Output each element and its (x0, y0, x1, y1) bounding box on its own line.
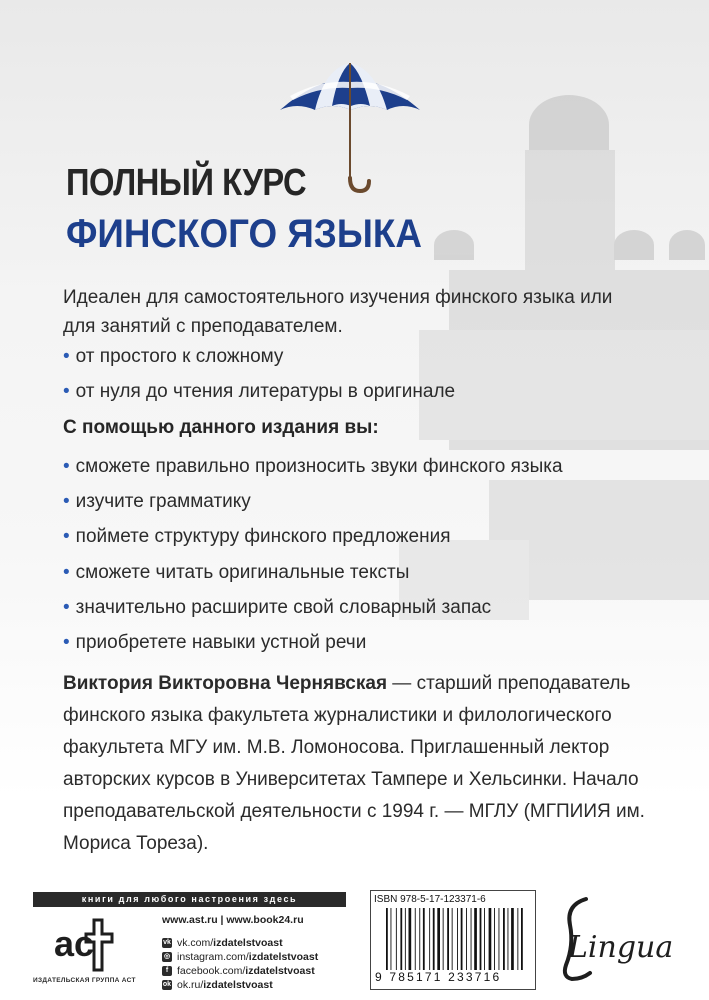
barcode-bar (503, 908, 505, 970)
barcode-bar (437, 908, 440, 970)
title-line-2: ФИНСКОГО ЯЗЫКА (66, 212, 422, 256)
author-bio (63, 668, 663, 860)
barcode-bar (405, 908, 406, 970)
lingua-imprint-logo: Lingua (568, 930, 674, 965)
ean-text: 9 785171 233716 (375, 970, 502, 984)
barcode-bar (480, 908, 482, 970)
social-link-ok: ok ok.ru/ izdatelstvoast (162, 979, 273, 991)
background-cathedral-image (379, 40, 709, 680)
social-links (162, 936, 318, 992)
barcode-bar (474, 908, 477, 970)
barcode-bar (400, 908, 402, 970)
barcode-bar (423, 908, 425, 970)
barcode-bar (499, 908, 500, 970)
barcode-bar (447, 908, 449, 970)
title-line-1: ПОЛНЫЙ КУРС (66, 162, 307, 204)
barcode-bar (457, 908, 458, 970)
barcode-bar (517, 908, 518, 970)
list-item: • от нуля до чтения литературы в оригинале (63, 381, 456, 402)
ast-logo (52, 912, 114, 974)
social-link-vk: vk vk.com/ izdatelstvoast (163, 937, 283, 949)
barcode-bar (511, 908, 514, 970)
barcode-bar (471, 908, 472, 970)
author-name: Виктория Викторовна Чернявская (63, 673, 388, 694)
barcode-bar (433, 908, 435, 970)
barcode-bar (443, 908, 444, 970)
list-item: • сможете правильно произносить звуки финского языка (63, 456, 563, 477)
barcode-bar (452, 908, 453, 970)
barcode-bar (419, 908, 420, 970)
isbn-text: ISBN 978-5-17-123371-6 (374, 894, 486, 905)
odnoklassniki-icon: ok (162, 981, 172, 988)
barcode-bar (415, 908, 416, 970)
instagram-icon: ◎ (163, 953, 171, 960)
slogan-bar: книги для любого настроения здесь (33, 892, 346, 907)
subheading: С помощью данного издания вы: (63, 417, 379, 438)
list-item: • от простого к сложному (63, 346, 284, 367)
barcode-bar (521, 908, 523, 970)
barcode-bar (461, 908, 463, 970)
list-item: • значительно расширите свой словарный запас (63, 597, 492, 618)
barcode-bar (489, 908, 492, 970)
publisher-caption: ИЗДАТЕЛЬСКАЯ ГРУППА АСТ (33, 977, 136, 984)
social-link-instagram: ◎ instagram.com/ izdatelstvoast (163, 951, 319, 963)
list-item: • изучите грамматику (63, 491, 251, 512)
vk-icon: vk (163, 939, 171, 946)
barcode-bar (386, 908, 388, 970)
barcode-bar (396, 908, 397, 970)
barcode-bar (409, 908, 412, 970)
barcode-icon (384, 908, 534, 970)
barcode-bar (508, 908, 509, 970)
svg-text:ac: ac (54, 923, 95, 964)
barcode-bar (484, 908, 485, 970)
barcode-bar (494, 908, 495, 970)
intro-text: Идеален для самостоятельного изучения финского языка или для занятий с преподавателем. (63, 287, 613, 337)
list-item: • приобретете навыки устной речи (63, 632, 367, 653)
barcode-bar (391, 908, 392, 970)
publisher-sites: www.ast.ru | www.book24.ru (162, 914, 304, 926)
facebook-icon: f (162, 966, 172, 976)
list-item: • сможете читать оригинальные тексты (63, 562, 410, 583)
barcode-bar (466, 908, 467, 970)
social-link-facebook: f facebook.com/ izdatelstvoast (162, 964, 318, 978)
barcode-bar (429, 908, 430, 970)
author-bio-text: — старший преподаватель финского языка факультета журналистики и филологического факультета МГУ им. М.В. Ломоносова. Приглашенный лектор авторских курсов в Университетах Тампере и Хельсинки. Начало преподавательской деятельности с 1994 г. — МГЛУ (МГПИИЯ им. Мориса Тореза). (63, 673, 645, 854)
list-item: • поймете структуру финского предложения (63, 526, 451, 547)
